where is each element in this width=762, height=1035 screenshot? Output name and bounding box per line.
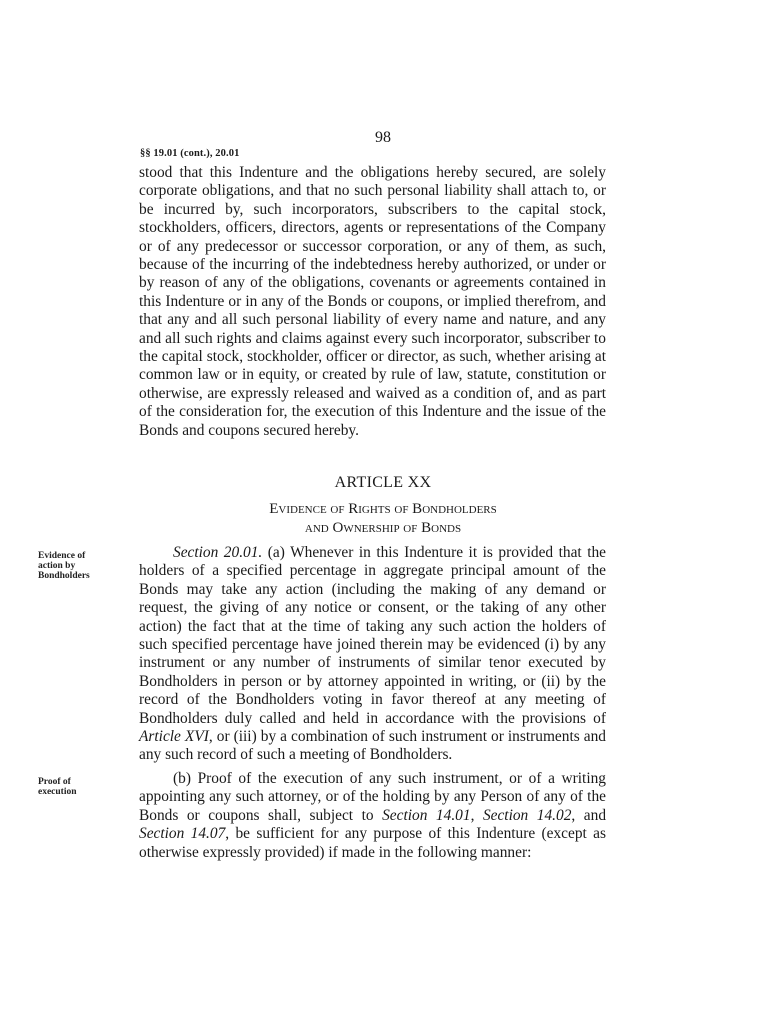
section-20-01-a bbox=[139, 544, 606, 765]
section-reference: Section 14.07 bbox=[139, 825, 226, 843]
separator: , bbox=[470, 806, 483, 824]
section-text: , be sufficient for any purpose of this Indenture (except as otherwise expressly provided) if made in the following manner: bbox=[139, 825, 606, 861]
section-text: (b) Proof of the execution of any such instrument, or of a writing appointing any such attorney, or of the holding by any Person of any of the Bonds or coupons shall, subject to bbox=[139, 770, 606, 824]
section-reference: Section 14.01 bbox=[382, 806, 471, 824]
section-heading: Section 20.01. bbox=[173, 544, 263, 561]
section-20-01-b bbox=[139, 770, 606, 862]
margin-note-line: action by bbox=[38, 561, 76, 571]
section-text: (a) Whenever in this Indenture it is provided that the holders of a specified percentage in aggregate principal amount of the Bonds may take any action (including the making of any demand or request, the giving of any notice or consent, or the taking of any other action) the fact that at the time of taking any such action the holders of such specified percentage have joined therein may be evidenced (i) by any instrument or any number of instruments of similar tenor executed by Bondholders in person or by attorney appointed in writing, or (ii) by the record of the Bondholders voting in favor thereof at any meeting of Bondholders duly called and held in accordance with the provisions of bbox=[139, 544, 606, 727]
article-reference: Article XVI bbox=[139, 728, 209, 746]
section-text: , or (iii) by a combination of such instrument or instruments and any such record of such a meeting of Bondholders. bbox=[139, 728, 606, 764]
continuation-paragraph bbox=[139, 164, 606, 440]
running-head: §§ 19.01 (cont.), 20.01 bbox=[140, 148, 240, 159]
separator: , and bbox=[571, 806, 607, 824]
continuation-text: stood that this Indenture and the obligations hereby secured, are solely corporate obligations, and that no such personal liability shall attach to, or be incurred by, such incorporators, subscribers to the capital stock, stockholders, officers, directors, agents or representations of the Company or of any predecessor or successor corporation, or any of them, as such, because of the incurring of the indebtedness hereby authorized, or under or by reason of any of the obligations, covenants or agreements contained in this Indenture or in any of the Bonds or coupons, or implied therefrom, and that any and all such personal liability of every name and nature, and any and all such rights and claims against every such incorporator, subscriber to the capital stock, stockholder, officer or director, as such, whether arising at common law or in equity, or created by rule of law, statute, constitution or otherwise, are expressly released and waived as a condition of, and as part of the consideration for, the execution of this Indenture and the issue of the Bonds and coupons secured hereby. bbox=[139, 164, 606, 439]
article-title: ARTICLE XX bbox=[334, 474, 432, 491]
article-subtitle-line2: and Ownership of Bonds bbox=[304, 520, 462, 536]
margin-note-evidence bbox=[38, 551, 118, 581]
margin-note-line: Evidence of bbox=[38, 551, 86, 561]
margin-note-line: Proof of bbox=[38, 777, 71, 787]
section-reference: Section 14.02 bbox=[482, 806, 572, 824]
margin-note-line: Bondholders bbox=[38, 571, 90, 581]
page-number: 98 bbox=[375, 129, 391, 146]
margin-note-line: execution bbox=[38, 787, 77, 797]
margin-note-proof bbox=[38, 777, 118, 797]
article-subtitle-line1: Evidence of Rights of Bondholders bbox=[269, 501, 497, 517]
